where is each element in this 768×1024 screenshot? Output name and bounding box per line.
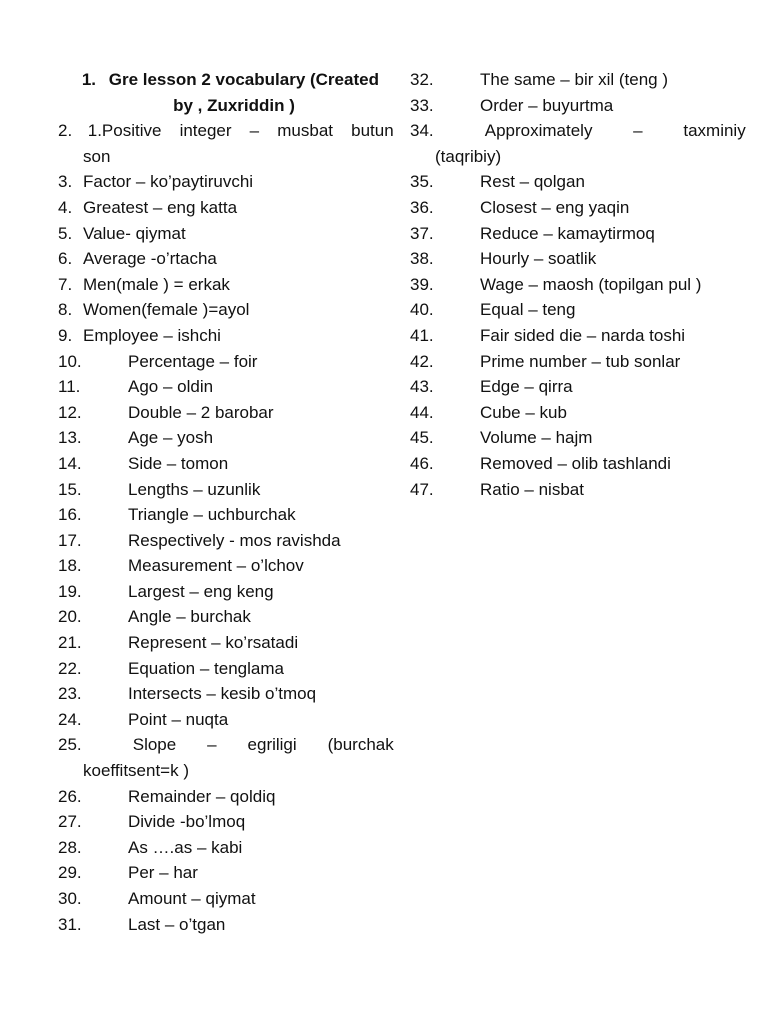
item-number: 21. [58, 633, 82, 653]
list-item [58, 912, 390, 938]
item-text: Double – 2 barobar [128, 402, 274, 422]
item-text: Prime number – tub sonlar [480, 351, 681, 371]
title-text-1: Gre lesson 2 vocabulary (Created [108, 70, 379, 89]
item-number: 33. [410, 95, 434, 115]
item-text: As ….as – kabi [128, 837, 243, 857]
list-item [58, 630, 390, 656]
list-item [58, 272, 390, 298]
item-number: 42. [410, 351, 434, 371]
item-text: Largest – eng keng [128, 581, 274, 601]
list-item [58, 169, 390, 195]
item-number: 47. [410, 479, 434, 499]
item-number: 32. [410, 70, 434, 89]
list-item [58, 707, 390, 733]
item-2-word: 1.Positive [87, 121, 162, 141]
item-number: 26. [58, 786, 82, 806]
item-number: 30. [58, 889, 82, 908]
item-2-word: butun [351, 121, 394, 141]
item-2-word: integer [179, 121, 232, 141]
list-item [410, 221, 742, 247]
list-item [58, 656, 390, 682]
item-text: Women(female )=ayol [83, 300, 250, 320]
item-text: Equal – teng [480, 300, 576, 320]
right-list-head [410, 67, 742, 118]
item-2-justified [88, 118, 394, 144]
item-number: 43. [410, 377, 434, 397]
item-text: Factor – ko’paytiruvchi [83, 172, 254, 192]
item-34-word: – [633, 121, 643, 141]
title-line-1 [58, 67, 390, 93]
item-number: 15. [58, 479, 82, 499]
list-item-25 [58, 732, 394, 758]
item-text: Removed – olib tashlandi [480, 453, 671, 473]
item-number: 20. [58, 607, 82, 627]
item-number: 10. [58, 351, 82, 371]
list-item [58, 784, 390, 810]
item-34-justified [485, 118, 746, 144]
left-list-tail [58, 784, 390, 938]
item-text: Per – har [128, 863, 198, 883]
item-text: Divide -bo’lmoq [128, 812, 246, 832]
item-2-word: musbat [277, 121, 334, 141]
list-item [410, 195, 742, 221]
list-item [410, 349, 742, 375]
list-item [58, 297, 390, 323]
list-item [410, 451, 742, 477]
list-item-2 [58, 118, 394, 144]
list-item [58, 374, 390, 400]
item-2-word: – [249, 121, 260, 141]
item-number: 46. [410, 453, 434, 473]
item-25-word: egriligi [247, 735, 297, 755]
list-item [410, 272, 742, 298]
item-number: 13. [58, 428, 82, 448]
list-item [58, 451, 390, 477]
item-text: Men(male ) = erkak [83, 274, 230, 294]
item-number: 41. [410, 325, 434, 345]
list-item [410, 374, 742, 400]
item-number: 38. [410, 249, 434, 269]
item-number: 35. [410, 172, 434, 192]
item-text: The same – bir xil (teng ) [480, 70, 669, 89]
item-text: Respectively - mos ravishda [128, 530, 341, 550]
list-item [410, 67, 742, 93]
item-text: Measurement – o’lchov [128, 556, 304, 576]
item-text: Percentage – foir [128, 351, 258, 371]
item-number: 4. [58, 197, 73, 217]
item-text: Age – yosh [128, 428, 214, 448]
item-34-word: Approximately [484, 121, 593, 141]
item-34-word: taxminiy [683, 121, 746, 141]
item-25-word: Slope [132, 735, 177, 755]
item-text: Ago – oldin [128, 377, 214, 397]
item-number: 36. [410, 197, 434, 217]
left-column [58, 67, 394, 937]
item-text: Greatest – eng katta [83, 197, 238, 217]
list-item-34 [410, 118, 746, 144]
item-text: Side – tomon [128, 453, 229, 473]
list-item [58, 528, 390, 554]
item-number: 16. [58, 505, 82, 525]
item-text: Reduce – kamaytirmoq [480, 223, 655, 243]
item-25-word: – [207, 735, 217, 755]
item-text: Ratio – nisbat [480, 479, 584, 499]
item-2-continuation: son [83, 146, 111, 166]
list-item [58, 579, 390, 605]
item-number: 29. [58, 863, 82, 883]
item-text: Volume – hajm [480, 428, 593, 448]
item-text: Triangle – uchburchak [128, 505, 296, 525]
item-number: 18. [58, 556, 82, 576]
list-item [410, 323, 742, 349]
list-item [410, 93, 742, 119]
list-item [58, 221, 390, 247]
item-text: Lengths – uzunlik [128, 479, 261, 499]
item-text: Amount – qiymat [128, 889, 256, 908]
list-item [58, 681, 390, 707]
list-item [410, 246, 742, 272]
right-list [410, 169, 742, 502]
list-item [410, 169, 742, 195]
item-number: 19. [58, 581, 82, 601]
item-text: Hourly – soatlik [480, 249, 597, 269]
item-number: 27. [58, 812, 82, 832]
title-number: 1. [81, 70, 96, 89]
list-item [58, 349, 390, 375]
list-item [58, 809, 390, 835]
left-list [58, 169, 390, 732]
item-text: Average -o’rtacha [83, 249, 217, 269]
item-text: Point – nuqta [128, 709, 229, 729]
item-number: 22. [58, 658, 82, 678]
item-number: 45. [410, 428, 434, 448]
list-item [410, 477, 742, 503]
item-text: Closest – eng yaqin [480, 197, 630, 217]
item-text: Last – o’tgan [128, 914, 226, 934]
item-text: Cube – kub [480, 402, 567, 422]
list-item [58, 886, 390, 912]
title-line-2: by , Zuxriddin ) [173, 95, 295, 115]
list-item [58, 835, 390, 861]
item-number: 17. [58, 530, 82, 550]
item-number: 39. [410, 274, 434, 294]
list-item [410, 425, 742, 451]
item-text: Fair sided die – narda toshi [480, 325, 686, 345]
item-number: 12. [58, 402, 82, 422]
list-item [58, 246, 390, 272]
list-item [58, 502, 390, 528]
item-text: Value- qiymat [83, 223, 186, 243]
item-25-word: (burchak [327, 735, 394, 755]
item-number: 7. [58, 274, 73, 294]
item-34-continuation: (taqribiy) [435, 146, 502, 166]
item-number: 5. [58, 223, 73, 243]
list-item [58, 195, 390, 221]
item-number: 11. [58, 377, 81, 397]
item-text: Represent – ko’rsatadi [128, 633, 299, 653]
item-text: Intersects – kesib o’tmoq [128, 684, 317, 704]
item-number: 8. [58, 300, 73, 320]
list-item [58, 400, 390, 426]
item-number: 3. [58, 172, 73, 192]
list-item [58, 553, 390, 579]
list-item [58, 860, 390, 886]
item-text: Angle – burchak [128, 607, 251, 627]
item-text: Remainder – qoldiq [128, 786, 276, 806]
item-number: 40. [410, 300, 434, 320]
right-column [410, 67, 746, 502]
item-25-justified [133, 732, 394, 758]
item-number: 31. [58, 914, 82, 934]
list-item [58, 604, 390, 630]
list-item [410, 297, 742, 323]
list-item [410, 400, 742, 426]
item-25-continuation: koeffitsent=k ) [83, 761, 189, 781]
list-item [58, 477, 390, 503]
item-number: 44. [410, 402, 434, 422]
item-text: Wage – maosh (topilgan pul ) [480, 274, 702, 294]
item-text: Equation – tenglama [128, 658, 284, 678]
item-number: 25. [58, 735, 82, 755]
item-number: 37. [410, 223, 434, 243]
item-text: Order – buyurtma [480, 95, 614, 115]
item-number: 34. [410, 121, 434, 141]
list-item [58, 323, 390, 349]
item-number: 6. [58, 249, 73, 269]
item-text: Edge – qirra [480, 377, 573, 397]
list-item [58, 425, 390, 451]
item-number: 9. [58, 325, 73, 345]
item-number: 24. [58, 709, 82, 729]
item-number: 2. [58, 121, 73, 141]
item-number: 23. [58, 684, 82, 704]
item-number: 14. [58, 453, 82, 473]
item-number: 28. [58, 837, 82, 857]
item-text: Rest – qolgan [480, 172, 585, 192]
item-text: Employee – ishchi [83, 325, 221, 345]
